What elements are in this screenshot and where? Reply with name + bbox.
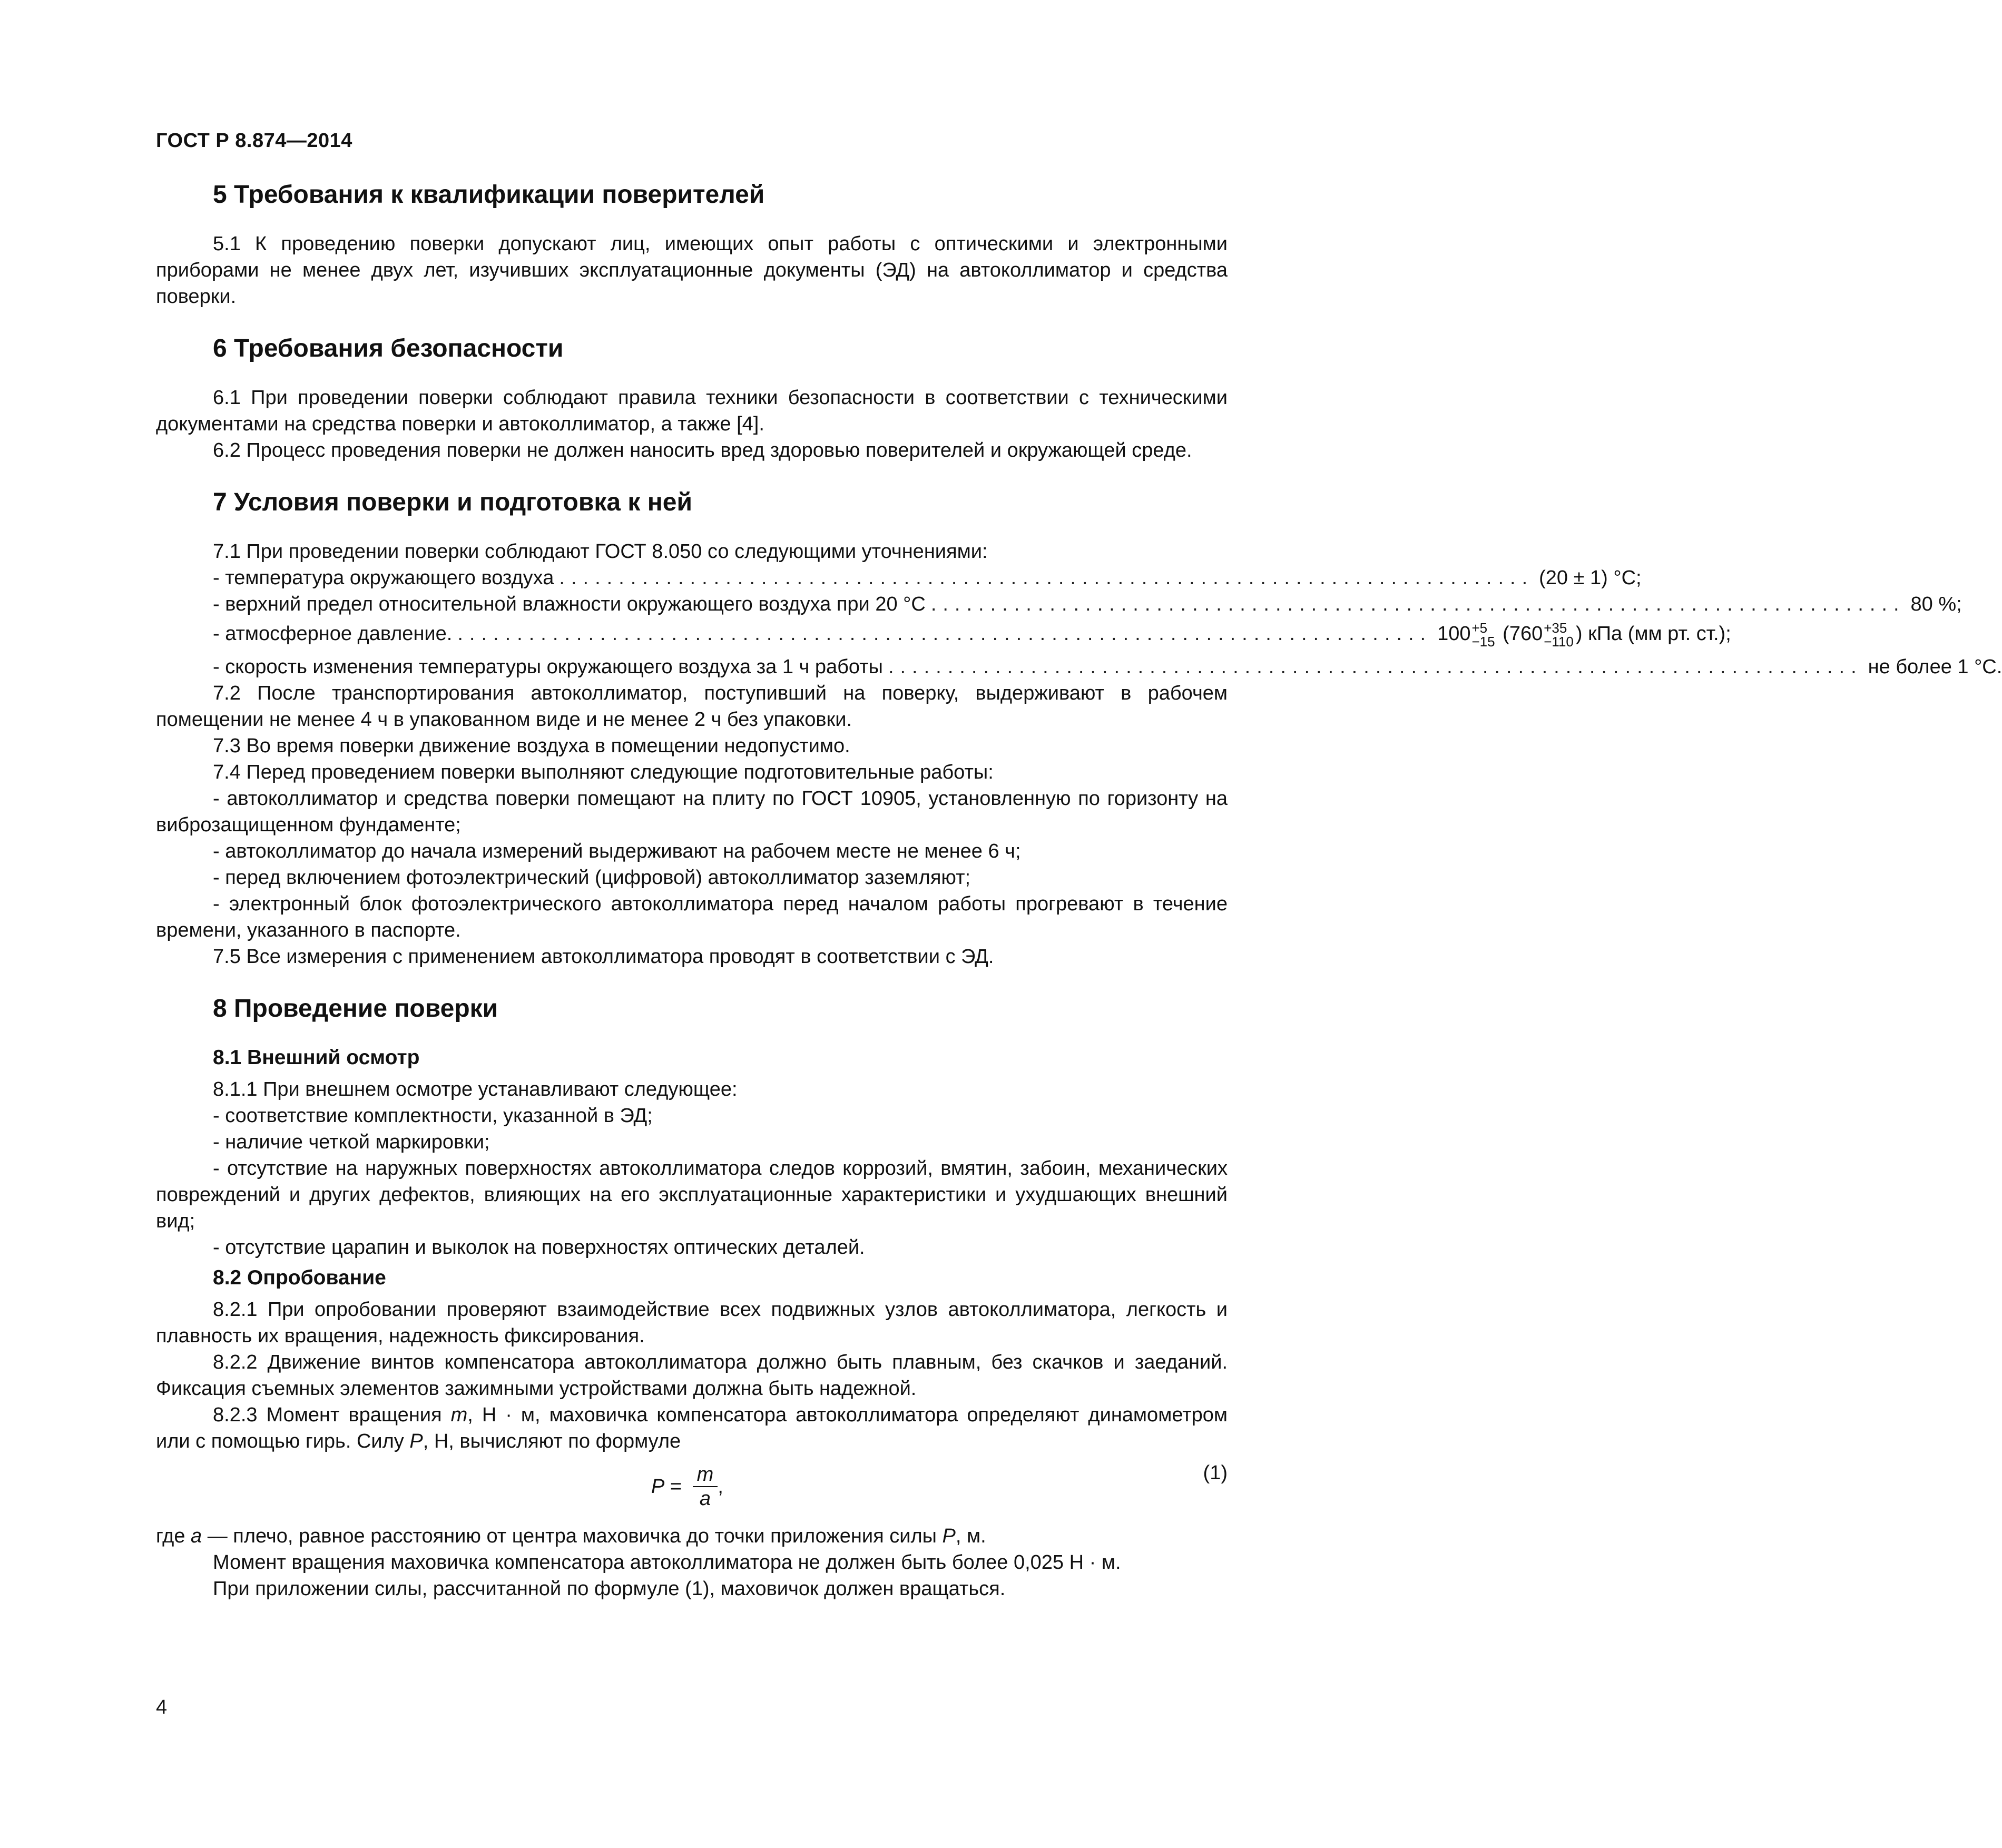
page-number: 4 [156, 1696, 168, 1718]
paragraph-7-5: 7.5 Все измерения с применением автоколлиматора проводят в соответствии с ЭД. [213, 945, 994, 968]
paragraph-7-4: 7.4 Перед проведением поверки выполняют следующие подготовительные работы: [213, 761, 994, 783]
condition-pressure: - атмосферное давление. .................................................................................. 100 +5 −15 (760 +35 −110 ) кПа (мм рт. ст.); [213, 620, 1731, 650]
subsection-8-2-title: 8.2 Опробование [213, 1266, 386, 1289]
inspection-item-1: - соответствие комплектности, указанной в ЭД; [213, 1104, 653, 1127]
paragraph-5-1: 5.1 К проведению поверки допускают лиц, имеющих опыт работы с оптическими и электронными приборами не менее двух лет, изучивших эксплуатационные документы (ЭД) на автоколлиматор и средства поверки. [156, 233, 1228, 308]
condition-temperature: - температура окружающего воздуха .................................................................................. (20 ± 1) °С; [213, 567, 1642, 589]
paragraph-8-2-1: 8.2.1 При опробовании проверяют взаимодействие всех подвижных узлов автоколлиматора, легкость и плавность их вращения, надежность фиксирования. [156, 1298, 1228, 1347]
paragraph-8-2-3: 8.2.3 Момент вращения m, Н · м, маховичка компенсатора автоколлиматора определяют динамометром или с помощью гирь. Силу P, Н, вычисляют по формуле [156, 1403, 1228, 1452]
document-header: ГОСТ Р 8.874—2014 [156, 130, 352, 152]
paragraph-7-1: 7.1 При проведении поверки соблюдают ГОСТ 8.050 со следующими уточнениями: [213, 540, 988, 563]
section-5 [156, 179, 1228, 310]
paragraph-6-2: 6.2 Процесс проведения поверки не должен наносить вред здоровью поверителей и окружающей среде. [213, 439, 1192, 461]
paragraph-6-1: 6.1 При проведении поверки соблюдают правила техники безопасности в соответствии с техническими документами на средства поверки и автоколлиматор, а также [4]. [156, 387, 1228, 435]
formula-fraction: $\frac{m}{a}$ [693, 1463, 718, 1510]
pressure-value: 100 +5 −15 (760 +35 −110 ) кПа (мм рт. ст.); [1437, 620, 1731, 650]
section-5-title: 5 Требования к квалификации поверителей [213, 181, 765, 209]
paragraph-force-apply: При приложении силы, рассчитанной по формуле (1), маховичок должен вращаться. [213, 1577, 1006, 1600]
section-8-title: 8 Проведение поверки [213, 994, 498, 1023]
prep-item-4: - электронный блок фотоэлектрического автоколлиматора перед началом работы прогревают в течение времени, указанного в паспорте. [156, 892, 1228, 941]
formula-number: (1) [1203, 1461, 1228, 1484]
section-7-title: 7 Условия поверки и подготовка к ней [213, 488, 692, 516]
prep-item-1: - автоколлиматор и средства поверки помещают на плиту по ГОСТ 10905, установленную по горизонту на виброзащищенном фундаменте; [156, 787, 1228, 836]
condition-temperature-rate: - скорость изменения температуры окружающего воздуха за 1 ч работы .................................................................................. не более 1 °С. [213, 655, 2002, 678]
formula-expression: P = $\frac{m}{a}$ , [651, 1463, 723, 1510]
inspection-item-2: - наличие четкой маркировки; [213, 1131, 490, 1153]
paragraph-8-1-1: 8.1.1 При внешнем осмотре устанавливают следующее: [213, 1078, 738, 1100]
section-6-title: 6 Требования безопасности [213, 335, 564, 362]
formula-where: где a — плечо, равное расстоянию от центра маховичка до точки приложения силы P, м. [156, 1525, 986, 1547]
section-6 [156, 333, 1228, 464]
inspection-item-3: - отсутствие на наружных поверхностях автоколлиматора следов коррозий, вмятин, забоин, механических повреждений и других дефектов, влияющих на его эксплуатационные характеристики и ухудшающих внешний вид; [156, 1157, 1228, 1232]
condition-humidity: - верхний предел относительной влажности окружающего воздуха при 20 °С .................................................................................. 80 %; [213, 593, 1962, 615]
paragraph-7-2: 7.2 После транспортирования автоколлиматор, поступивший на поверку, выдерживают в рабочем помещении не менее 4 ч в упакованном виде и не менее 2 ч без упаковки. [156, 682, 1228, 731]
section-7 [156, 487, 2002, 970]
prep-item-2: - автоколлиматор до начала измерений выдерживают на рабочем месте не менее 6 ч; [213, 840, 1021, 862]
subsection-8-1-title: 8.1 Внешний осмотр [213, 1046, 420, 1069]
inspection-item-4: - отсутствие царапин и выколок на поверхностях оптических деталей. [213, 1236, 865, 1259]
paragraph-7-3: 7.3 Во время поверки движение воздуха в помещении недопустимо. [213, 734, 850, 757]
document-body [156, 179, 2002, 1602]
prep-item-3: - перед включением фотоэлектрический (цифровой) автоколлиматор заземляют; [213, 866, 971, 889]
section-8 [156, 993, 1228, 1602]
formula-1 [156, 1460, 1228, 1512]
paragraph-8-2-2: 8.2.2 Движение винтов компенсатора автоколлиматора должно быть плавным, без скачков и заеданий. Фиксация съемных элементов зажимными устройствами должна быть надежной. [156, 1351, 1228, 1400]
paragraph-moment-limit: Момент вращения маховичка компенсатора автоколлиматора не должен быть более 0,025 Н · м. [213, 1551, 1121, 1574]
